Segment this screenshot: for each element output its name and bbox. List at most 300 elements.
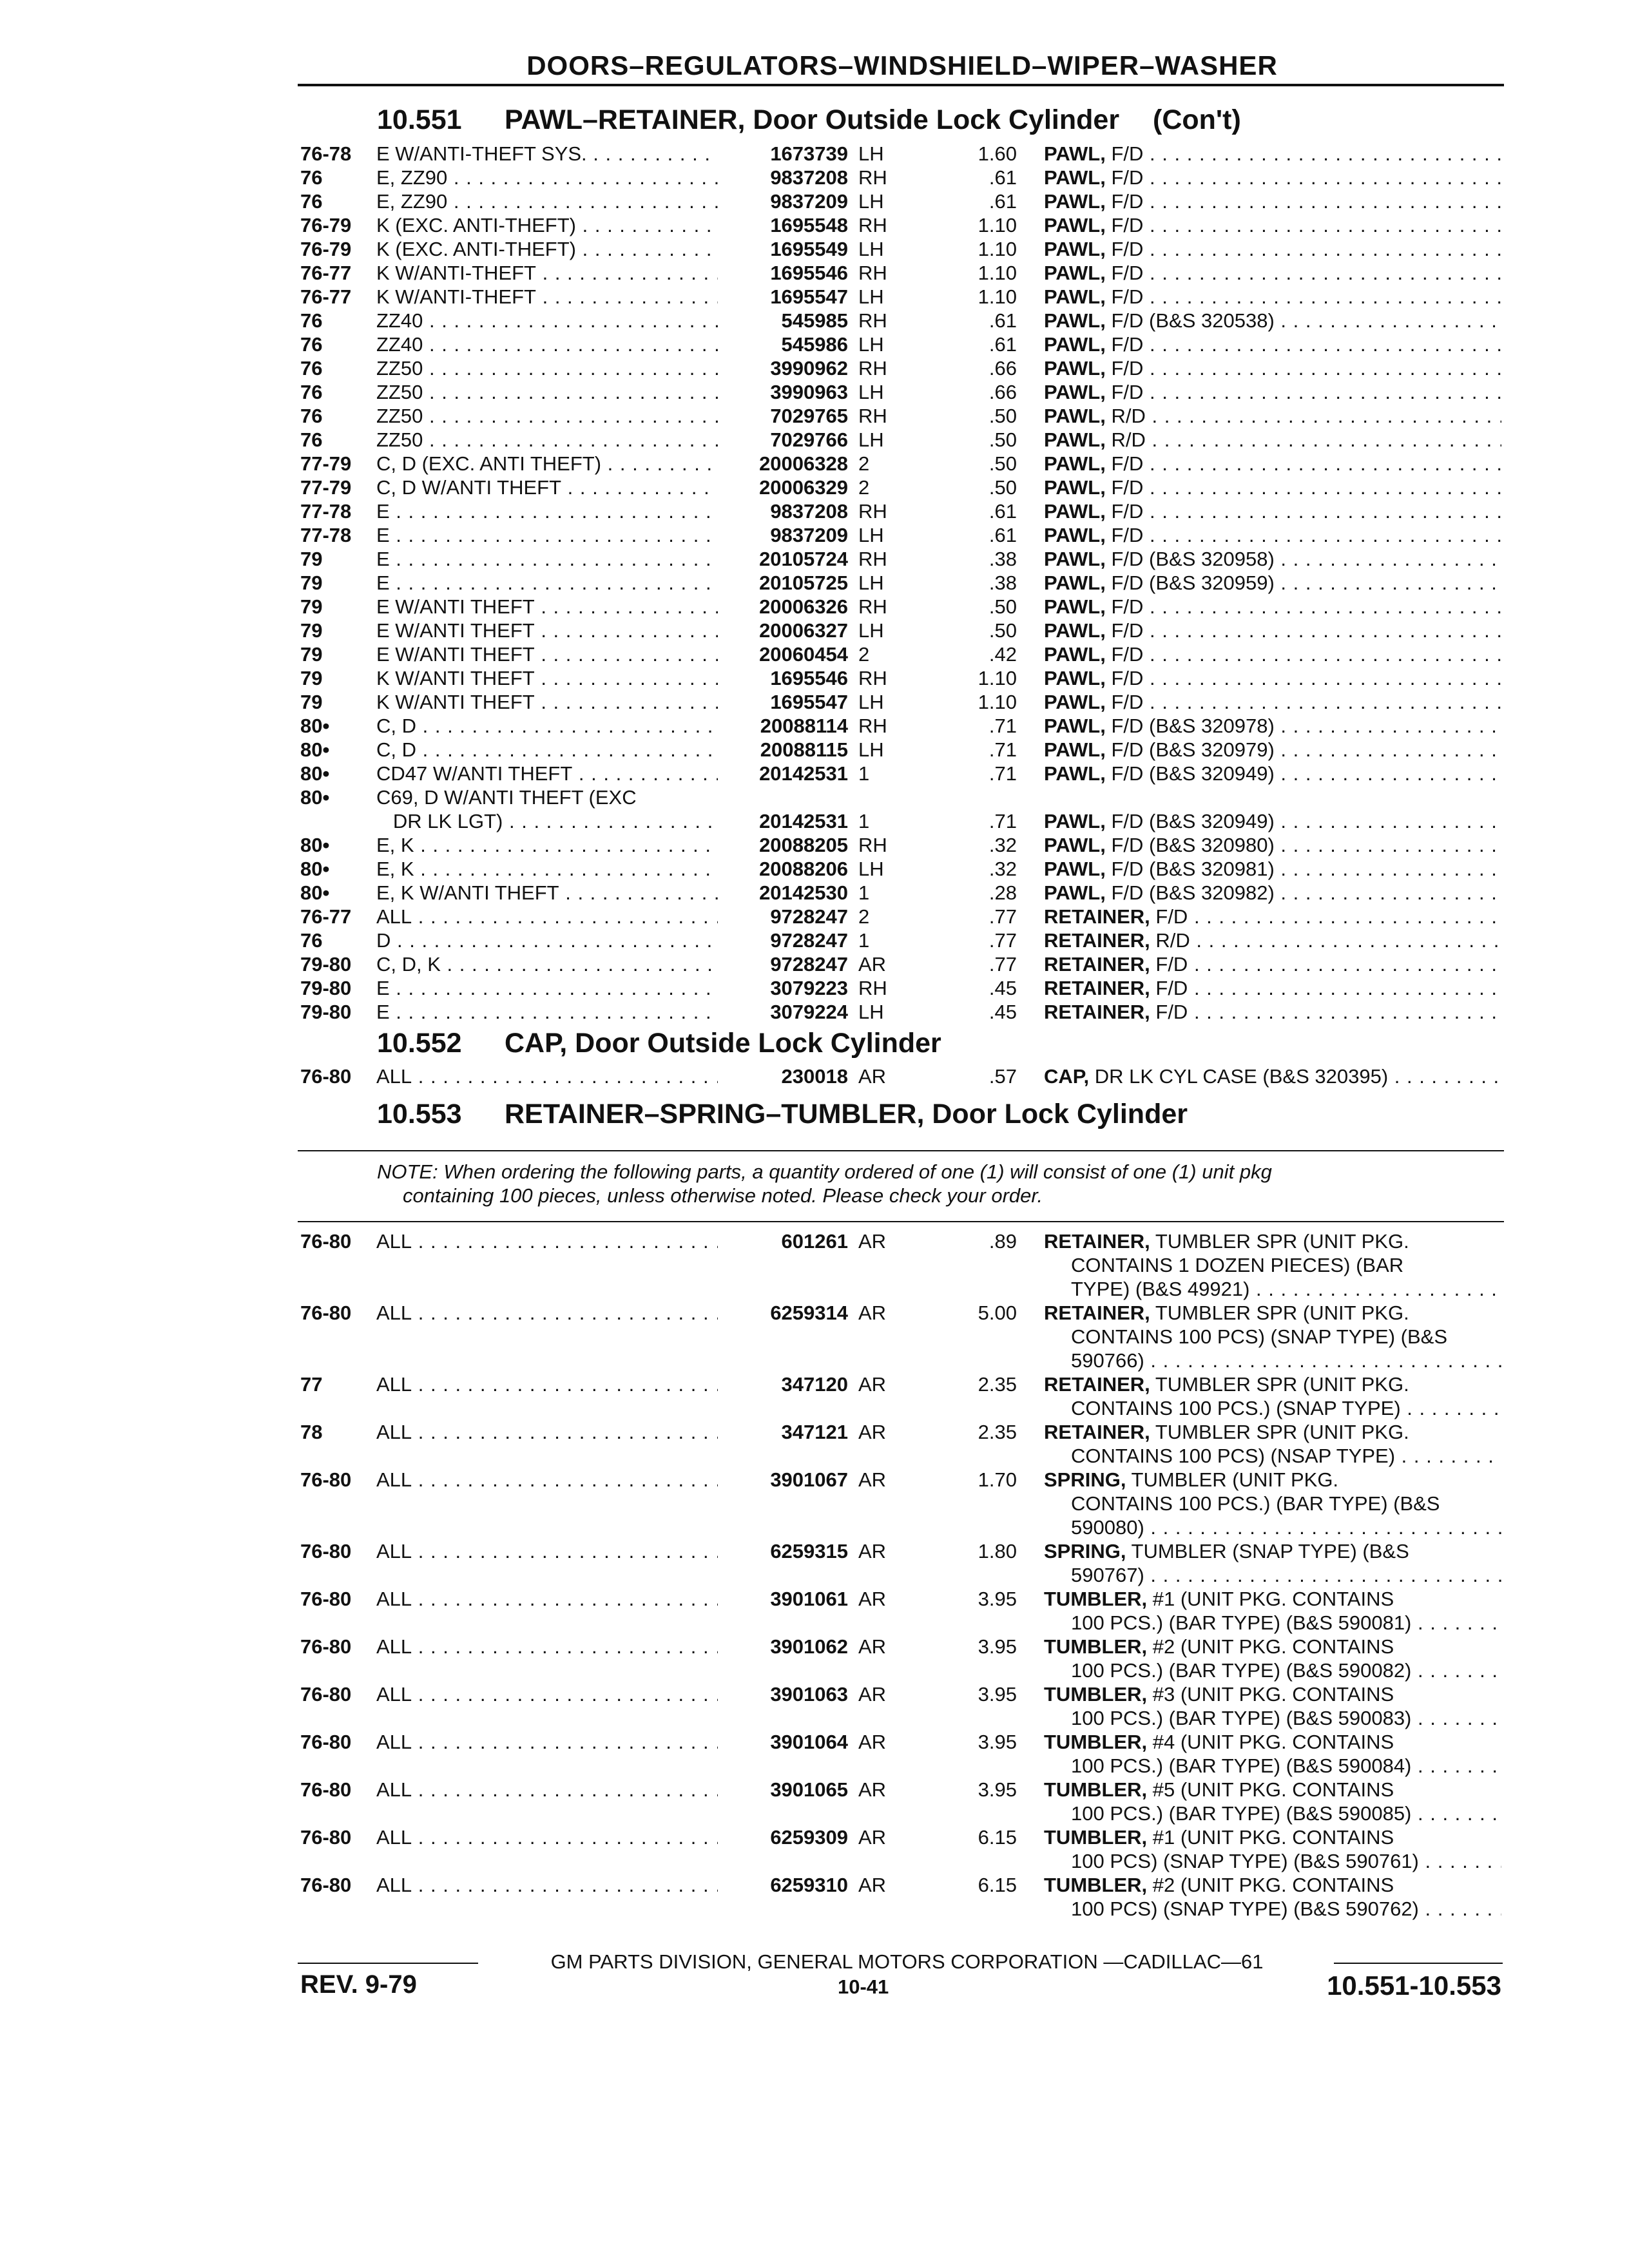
model-application: ALL . . . — [376, 1064, 718, 1088]
model-application: C69, D W/ANTI THEFT (EXC — [376, 786, 637, 809]
table-row — [0, 1420, 1629, 1444]
list-price: .71 — [988, 738, 1017, 761]
part-description — [1044, 738, 1501, 762]
part-description — [1044, 714, 1501, 738]
note-line-1: NOTE: When ordering the following parts, a quantity ordered of one (1) will consist of one (1) unit pkg — [377, 1160, 1272, 1183]
part-number: 20142530 — [759, 881, 848, 904]
table-row — [0, 785, 1629, 809]
part-name: PAWL, — [1044, 357, 1106, 380]
list-price: .71 — [988, 715, 1017, 737]
part-number: 3901061 — [770, 1588, 848, 1610]
table-row — [0, 1000, 1629, 1024]
quantity-side: LH — [858, 238, 884, 260]
table-row — [0, 1539, 1629, 1563]
model-application: ZZ50 . . . — [376, 428, 718, 452]
list-price: 1.10 — [978, 214, 1017, 236]
part-description-continued: 100 PCS.) (BAR TYPE) (B&S 590082) . . . — [1071, 1658, 1501, 1682]
model-application: DR LK LGT) . . . — [376, 809, 718, 833]
quantity-side: LH — [858, 142, 884, 165]
part-description — [1044, 452, 1501, 476]
model-application: K W/ANTI THEFT . . . — [376, 690, 718, 714]
part-number: 1673739 — [770, 142, 848, 165]
list-price: .42 — [988, 643, 1017, 666]
footer-rule-right — [1334, 1963, 1503, 1964]
part-description — [1044, 1372, 1501, 1396]
footer-rule-left — [298, 1963, 478, 1964]
part-description-continued: TYPE) (B&S 49921) . . . — [1071, 1277, 1501, 1301]
model-application: ZZ50 . . . — [376, 404, 718, 428]
part-description — [1044, 476, 1501, 499]
part-name: PAWL, — [1044, 667, 1106, 689]
table-row — [0, 1635, 1629, 1658]
part-detail: #1 (UNIT PKG. CONTAINS — [1147, 1826, 1394, 1849]
table-row-continuation — [0, 1611, 1629, 1635]
model-application: E . . . — [376, 976, 718, 1000]
part-description — [1044, 166, 1501, 189]
part-name: PAWL, — [1044, 476, 1106, 499]
part-description — [1044, 1635, 1501, 1658]
part-description — [1044, 1468, 1501, 1492]
list-price: .50 — [988, 476, 1017, 499]
model-year: 76-80 — [300, 1874, 352, 1896]
part-detail: F/D — [1105, 166, 1144, 189]
list-price: .77 — [988, 905, 1017, 928]
list-price: 1.10 — [978, 262, 1017, 284]
part-name: PAWL, — [1044, 142, 1106, 165]
quantity-side: AR — [858, 1588, 887, 1610]
list-price: .61 — [988, 166, 1017, 189]
quantity-side: RH — [858, 309, 887, 332]
table-row-continuation — [0, 1253, 1629, 1277]
part-number: 3901064 — [770, 1731, 848, 1753]
list-price: .77 — [988, 953, 1017, 975]
table-row — [0, 213, 1629, 237]
part-name: RETAINER, — [1044, 953, 1150, 975]
model-application: ALL . . . — [376, 1825, 718, 1849]
quantity-side: AR — [858, 1826, 887, 1849]
header-rule — [298, 84, 1504, 86]
part-number: 347120 — [781, 1373, 848, 1396]
part-number: 1695546 — [770, 262, 848, 284]
list-price: .32 — [988, 834, 1017, 856]
part-description — [1044, 1587, 1501, 1611]
section-10-551-heading — [377, 104, 1241, 136]
part-description — [1044, 1000, 1501, 1024]
table-row — [0, 356, 1629, 380]
part-description — [1044, 380, 1501, 404]
table-row — [0, 928, 1629, 952]
part-detail: F/D — [1150, 953, 1188, 975]
part-description — [1044, 952, 1501, 976]
table-row — [0, 523, 1629, 547]
part-detail: TUMBLER (SNAP TYPE) (B&S — [1126, 1540, 1409, 1562]
part-number: 9837208 — [770, 500, 848, 523]
list-price: 6.15 — [978, 1874, 1017, 1896]
note-top-rule — [298, 1150, 1504, 1151]
model-year: 76-79 — [300, 238, 352, 260]
table-row-continuation — [0, 1706, 1629, 1730]
part-description-continued: CONTAINS 100 PCS.) (BAR TYPE) (B&S — [1071, 1492, 1440, 1515]
part-detail: F/D — [1105, 357, 1144, 380]
part-detail: F/D — [1105, 595, 1144, 618]
list-price: .28 — [988, 881, 1017, 904]
part-detail: F/D (B&S 320959) — [1105, 572, 1275, 594]
table-row — [0, 976, 1629, 1000]
list-price: .50 — [988, 405, 1017, 427]
list-price: .61 — [988, 524, 1017, 546]
part-name: TUMBLER, — [1044, 1778, 1148, 1801]
model-year: 79-80 — [300, 953, 352, 975]
quantity-side: RH — [858, 834, 887, 856]
part-name: PAWL, — [1044, 595, 1106, 618]
part-name: PAWL, — [1044, 762, 1106, 785]
list-price: .66 — [988, 381, 1017, 403]
model-year: 76-80 — [300, 1302, 352, 1324]
part-number: 9728247 — [770, 953, 848, 975]
model-application: ALL . . . — [376, 1873, 718, 1897]
table-row — [0, 1064, 1629, 1088]
model-application: E . . . — [376, 499, 718, 523]
part-number: 7029766 — [770, 428, 848, 451]
part-description — [1044, 928, 1501, 952]
list-price: .89 — [988, 1230, 1017, 1253]
model-year: 76-78 — [300, 142, 352, 165]
table-row-continuation — [0, 1563, 1629, 1587]
part-number: 20006329 — [759, 476, 848, 499]
part-detail: TUMBLER SPR (UNIT PKG. — [1150, 1373, 1409, 1396]
model-application: ZZ40 . . . — [376, 332, 718, 356]
model-year: 77-78 — [300, 500, 352, 523]
model-application: E, ZZ90 . . . — [376, 189, 718, 213]
part-name: RETAINER, — [1044, 1421, 1150, 1443]
part-name: PAWL, — [1044, 500, 1106, 523]
model-year: 76-77 — [300, 905, 352, 928]
table-row — [0, 1468, 1629, 1492]
model-year: 76-80 — [300, 1635, 352, 1658]
part-number: 3079224 — [770, 1001, 848, 1023]
model-application: D . . . — [376, 928, 718, 952]
table-row — [0, 237, 1629, 261]
part-description — [1044, 309, 1501, 332]
table-row — [0, 642, 1629, 666]
table-row — [0, 571, 1629, 595]
part-name: PAWL, — [1044, 715, 1106, 737]
table-row — [0, 1682, 1629, 1706]
table-row — [0, 1301, 1629, 1325]
note-bottom-rule — [298, 1221, 1504, 1222]
table-row-continuation — [0, 1444, 1629, 1468]
part-description — [1044, 976, 1501, 1000]
table-row — [0, 857, 1629, 881]
part-number: 20006326 — [759, 595, 848, 618]
part-detail: F/D — [1150, 905, 1188, 928]
part-detail: F/D — [1105, 214, 1144, 236]
part-detail: F/D (B&S 320538) — [1105, 309, 1275, 332]
section-title: RETAINER–SPRING–TUMBLER, Door Lock Cylinder — [505, 1099, 1188, 1129]
quantity-side: AR — [858, 1230, 887, 1253]
model-year: 76-80 — [300, 1778, 352, 1801]
list-price: 6.15 — [978, 1826, 1017, 1849]
part-description — [1044, 905, 1501, 928]
model-application: K (EXC. ANTI-THEFT) . . . — [376, 213, 718, 237]
part-number: 20142531 — [759, 810, 848, 832]
model-application: K (EXC. ANTI-THEFT) . . . — [376, 237, 718, 261]
quantity-side: 2 — [858, 476, 870, 499]
part-number: 1695549 — [770, 238, 848, 260]
quantity-side: RH — [858, 405, 887, 427]
table-row-continuation — [0, 1396, 1629, 1420]
part-name: PAWL, — [1044, 881, 1106, 904]
list-price: 1.70 — [978, 1468, 1017, 1491]
part-number: 20006328 — [759, 452, 848, 475]
part-number: 20142531 — [759, 762, 848, 785]
part-description — [1044, 881, 1501, 905]
table-row — [0, 380, 1629, 404]
quantity-side: LH — [858, 428, 884, 451]
part-description-continued: 100 PCS) (SNAP TYPE) (B&S 590761) . . . — [1071, 1849, 1501, 1873]
part-number: 7029765 — [770, 405, 848, 427]
table-row-continuation — [0, 1515, 1629, 1539]
part-description — [1044, 1420, 1501, 1444]
part-name: PAWL, — [1044, 810, 1106, 832]
table-row — [0, 690, 1629, 714]
list-price: .61 — [988, 309, 1017, 332]
part-detail: TUMBLER (UNIT PKG. — [1126, 1468, 1339, 1491]
model-application: CD47 W/ANTI THEFT . . . — [376, 762, 718, 785]
table-row — [0, 142, 1629, 166]
model-year: 76 — [300, 190, 323, 213]
part-description — [1044, 261, 1501, 285]
part-number: 20088206 — [759, 858, 848, 880]
table-row — [0, 619, 1629, 642]
section-title: CAP, Door Outside Lock Cylinder — [505, 1028, 941, 1059]
part-detail: F/D (B&S 320980) — [1105, 834, 1275, 856]
part-description — [1044, 1778, 1501, 1802]
table-row — [0, 476, 1629, 499]
model-year: 79 — [300, 667, 323, 689]
table-row — [0, 595, 1629, 619]
quantity-side: AR — [858, 1731, 887, 1753]
part-description — [1044, 142, 1501, 166]
model-application: C, D W/ANTI THEFT . . . — [376, 476, 718, 499]
part-number: 20088114 — [760, 715, 848, 737]
part-description — [1044, 356, 1501, 380]
part-number: 9837209 — [770, 190, 848, 213]
quantity-side: 1 — [858, 929, 870, 952]
model-year: 78 — [300, 1421, 323, 1443]
part-name: PAWL, — [1044, 262, 1106, 284]
list-price: 2.35 — [978, 1373, 1017, 1396]
part-number: 3901063 — [770, 1683, 848, 1706]
part-detail: F/D — [1105, 643, 1144, 666]
part-name: PAWL, — [1044, 309, 1106, 332]
quantity-side: LH — [858, 1001, 884, 1023]
quantity-side: RH — [858, 715, 887, 737]
model-year: 76-80 — [300, 1731, 352, 1753]
table-row-continuation — [0, 1754, 1629, 1778]
list-price: .61 — [988, 190, 1017, 213]
quantity-side: LH — [858, 619, 884, 642]
part-name: CAP, — [1044, 1065, 1090, 1088]
model-application: C, D . . . — [376, 738, 718, 762]
part-name: RETAINER, — [1044, 1302, 1150, 1324]
part-description — [1044, 642, 1501, 666]
quantity-side: RH — [858, 166, 887, 189]
quantity-side: LH — [858, 524, 884, 546]
part-number: 20006327 — [759, 619, 848, 642]
part-description — [1044, 833, 1501, 857]
model-year: 80• — [300, 834, 330, 856]
quantity-side: 1 — [858, 762, 870, 785]
table-row-continuation — [0, 1492, 1629, 1515]
part-detail: F/D — [1105, 476, 1144, 499]
table-row-continuation — [0, 1897, 1629, 1921]
list-price: .61 — [988, 500, 1017, 523]
model-year: 76 — [300, 357, 323, 380]
list-price: .57 — [988, 1065, 1017, 1088]
part-detail: F/D (B&S 320979) — [1105, 738, 1275, 761]
table-row — [0, 261, 1629, 285]
part-number: 6259315 — [770, 1540, 848, 1562]
part-description-continued: 100 PCS) (SNAP TYPE) (B&S 590762) . . . — [1071, 1897, 1501, 1921]
part-detail: F/D (B&S 320982) — [1105, 881, 1275, 904]
model-year: 79 — [300, 643, 323, 666]
quantity-side: AR — [858, 1373, 887, 1396]
part-number: 545986 — [781, 333, 848, 356]
part-number: 20105725 — [759, 572, 848, 594]
part-description — [1044, 213, 1501, 237]
list-price: .61 — [988, 333, 1017, 356]
section-title: PAWL–RETAINER, Door Outside Lock Cylinder — [505, 104, 1120, 135]
quantity-side: RH — [858, 977, 887, 999]
part-detail: F/D — [1105, 452, 1144, 475]
part-description — [1044, 857, 1501, 881]
list-price: 3.95 — [978, 1778, 1017, 1801]
table-row — [0, 1825, 1629, 1849]
part-detail: #2 (UNIT PKG. CONTAINS — [1147, 1874, 1394, 1896]
revision-date: REV. 9-79 — [300, 1970, 417, 1999]
list-price: .38 — [988, 572, 1017, 594]
page-header-title: DOORS–REGULATORS–WINDSHIELD–WIPER–WASHER — [526, 50, 1278, 81]
model-year: 79 — [300, 595, 323, 618]
part-name: PAWL, — [1044, 214, 1106, 236]
part-name: PAWL, — [1044, 166, 1106, 189]
list-price: .45 — [988, 1001, 1017, 1023]
model-year: 76 — [300, 405, 323, 427]
part-detail: F/D — [1105, 285, 1144, 308]
part-number: 20105724 — [759, 548, 848, 570]
part-description — [1044, 1539, 1501, 1563]
list-price: .77 — [988, 929, 1017, 952]
section-10-552-heading — [377, 1028, 941, 1059]
quantity-side: LH — [858, 738, 884, 761]
part-detail: F/D — [1105, 381, 1144, 403]
section-10-553-heading — [377, 1099, 1188, 1130]
table-row — [0, 166, 1629, 189]
quantity-side: AR — [858, 1683, 887, 1706]
part-detail: F/D — [1105, 262, 1144, 284]
part-description — [1044, 619, 1501, 642]
part-detail: F/D — [1105, 190, 1144, 213]
list-price: .50 — [988, 595, 1017, 618]
model-application: ALL . . . — [376, 1420, 718, 1444]
table-row — [0, 499, 1629, 523]
list-price: .50 — [988, 452, 1017, 475]
ordering-note — [377, 1160, 1485, 1207]
part-description — [1044, 547, 1501, 571]
quantity-side: LH — [858, 572, 884, 594]
part-number: 6259310 — [770, 1874, 848, 1896]
part-detail: F/D — [1105, 500, 1144, 523]
table-row-continuation — [0, 1325, 1629, 1349]
model-application: E W/ANTI-THEFT SYS. . . . — [376, 142, 718, 166]
part-detail: F/D — [1105, 142, 1144, 165]
part-description — [1044, 1229, 1501, 1253]
quantity-side: RH — [858, 667, 887, 689]
part-detail: F/D — [1105, 524, 1144, 546]
model-year: 76-80 — [300, 1588, 352, 1610]
table-row — [0, 809, 1629, 833]
part-detail: #1 (UNIT PKG. CONTAINS — [1147, 1588, 1394, 1610]
part-description — [1044, 428, 1501, 452]
quantity-side: RH — [858, 500, 887, 523]
model-application: C, D (EXC. ANTI THEFT) . . . — [376, 452, 718, 476]
part-detail: TUMBLER SPR (UNIT PKG. — [1150, 1230, 1409, 1253]
part-number: 9728247 — [770, 929, 848, 952]
part-detail: #4 (UNIT PKG. CONTAINS — [1147, 1731, 1394, 1753]
quantity-side: 2 — [858, 905, 870, 928]
part-name: RETAINER, — [1044, 1001, 1150, 1023]
part-detail: TUMBLER SPR (UNIT PKG. — [1150, 1302, 1409, 1324]
part-detail: F/D — [1105, 667, 1144, 689]
part-number: 9728247 — [770, 905, 848, 928]
model-year: 80• — [300, 715, 330, 737]
model-application: ALL . . . — [376, 1778, 718, 1802]
part-detail: R/D — [1105, 428, 1146, 451]
part-name: SPRING, — [1044, 1468, 1126, 1491]
part-detail: F/D — [1105, 619, 1144, 642]
table-row — [0, 1372, 1629, 1396]
part-number: 230018 — [781, 1065, 848, 1088]
quantity-side: 2 — [858, 452, 870, 475]
model-year: 79-80 — [300, 977, 352, 999]
model-application: E, K W/ANTI THEFT . . . — [376, 881, 718, 905]
part-description-continued: CONTAINS 100 PCS) (NSAP TYPE) . . . — [1071, 1444, 1501, 1468]
model-application: E W/ANTI THEFT . . . — [376, 619, 718, 642]
part-description — [1044, 666, 1501, 690]
part-name: TUMBLER, — [1044, 1635, 1148, 1658]
quantity-side: 1 — [858, 810, 870, 832]
part-name: PAWL, — [1044, 643, 1106, 666]
quantity-side: AR — [858, 953, 887, 975]
model-application: ALL . . . — [376, 1682, 718, 1706]
quantity-side: RH — [858, 262, 887, 284]
model-application: E, ZZ90 . . . — [376, 166, 718, 189]
part-name: PAWL, — [1044, 285, 1106, 308]
part-number: 3901062 — [770, 1635, 848, 1658]
part-number: 20088205 — [759, 834, 848, 856]
model-application: E W/ANTI THEFT . . . — [376, 642, 718, 666]
quantity-side: LH — [858, 858, 884, 880]
quantity-side: LH — [858, 691, 884, 713]
table-row — [0, 452, 1629, 476]
model-year: 79 — [300, 691, 323, 713]
list-price: 3.95 — [978, 1635, 1017, 1658]
table-row — [0, 1873, 1629, 1897]
part-number: 1695547 — [770, 691, 848, 713]
part-description-continued: 100 PCS.) (BAR TYPE) (B&S 590084) . . . — [1071, 1754, 1501, 1778]
part-description — [1044, 595, 1501, 619]
